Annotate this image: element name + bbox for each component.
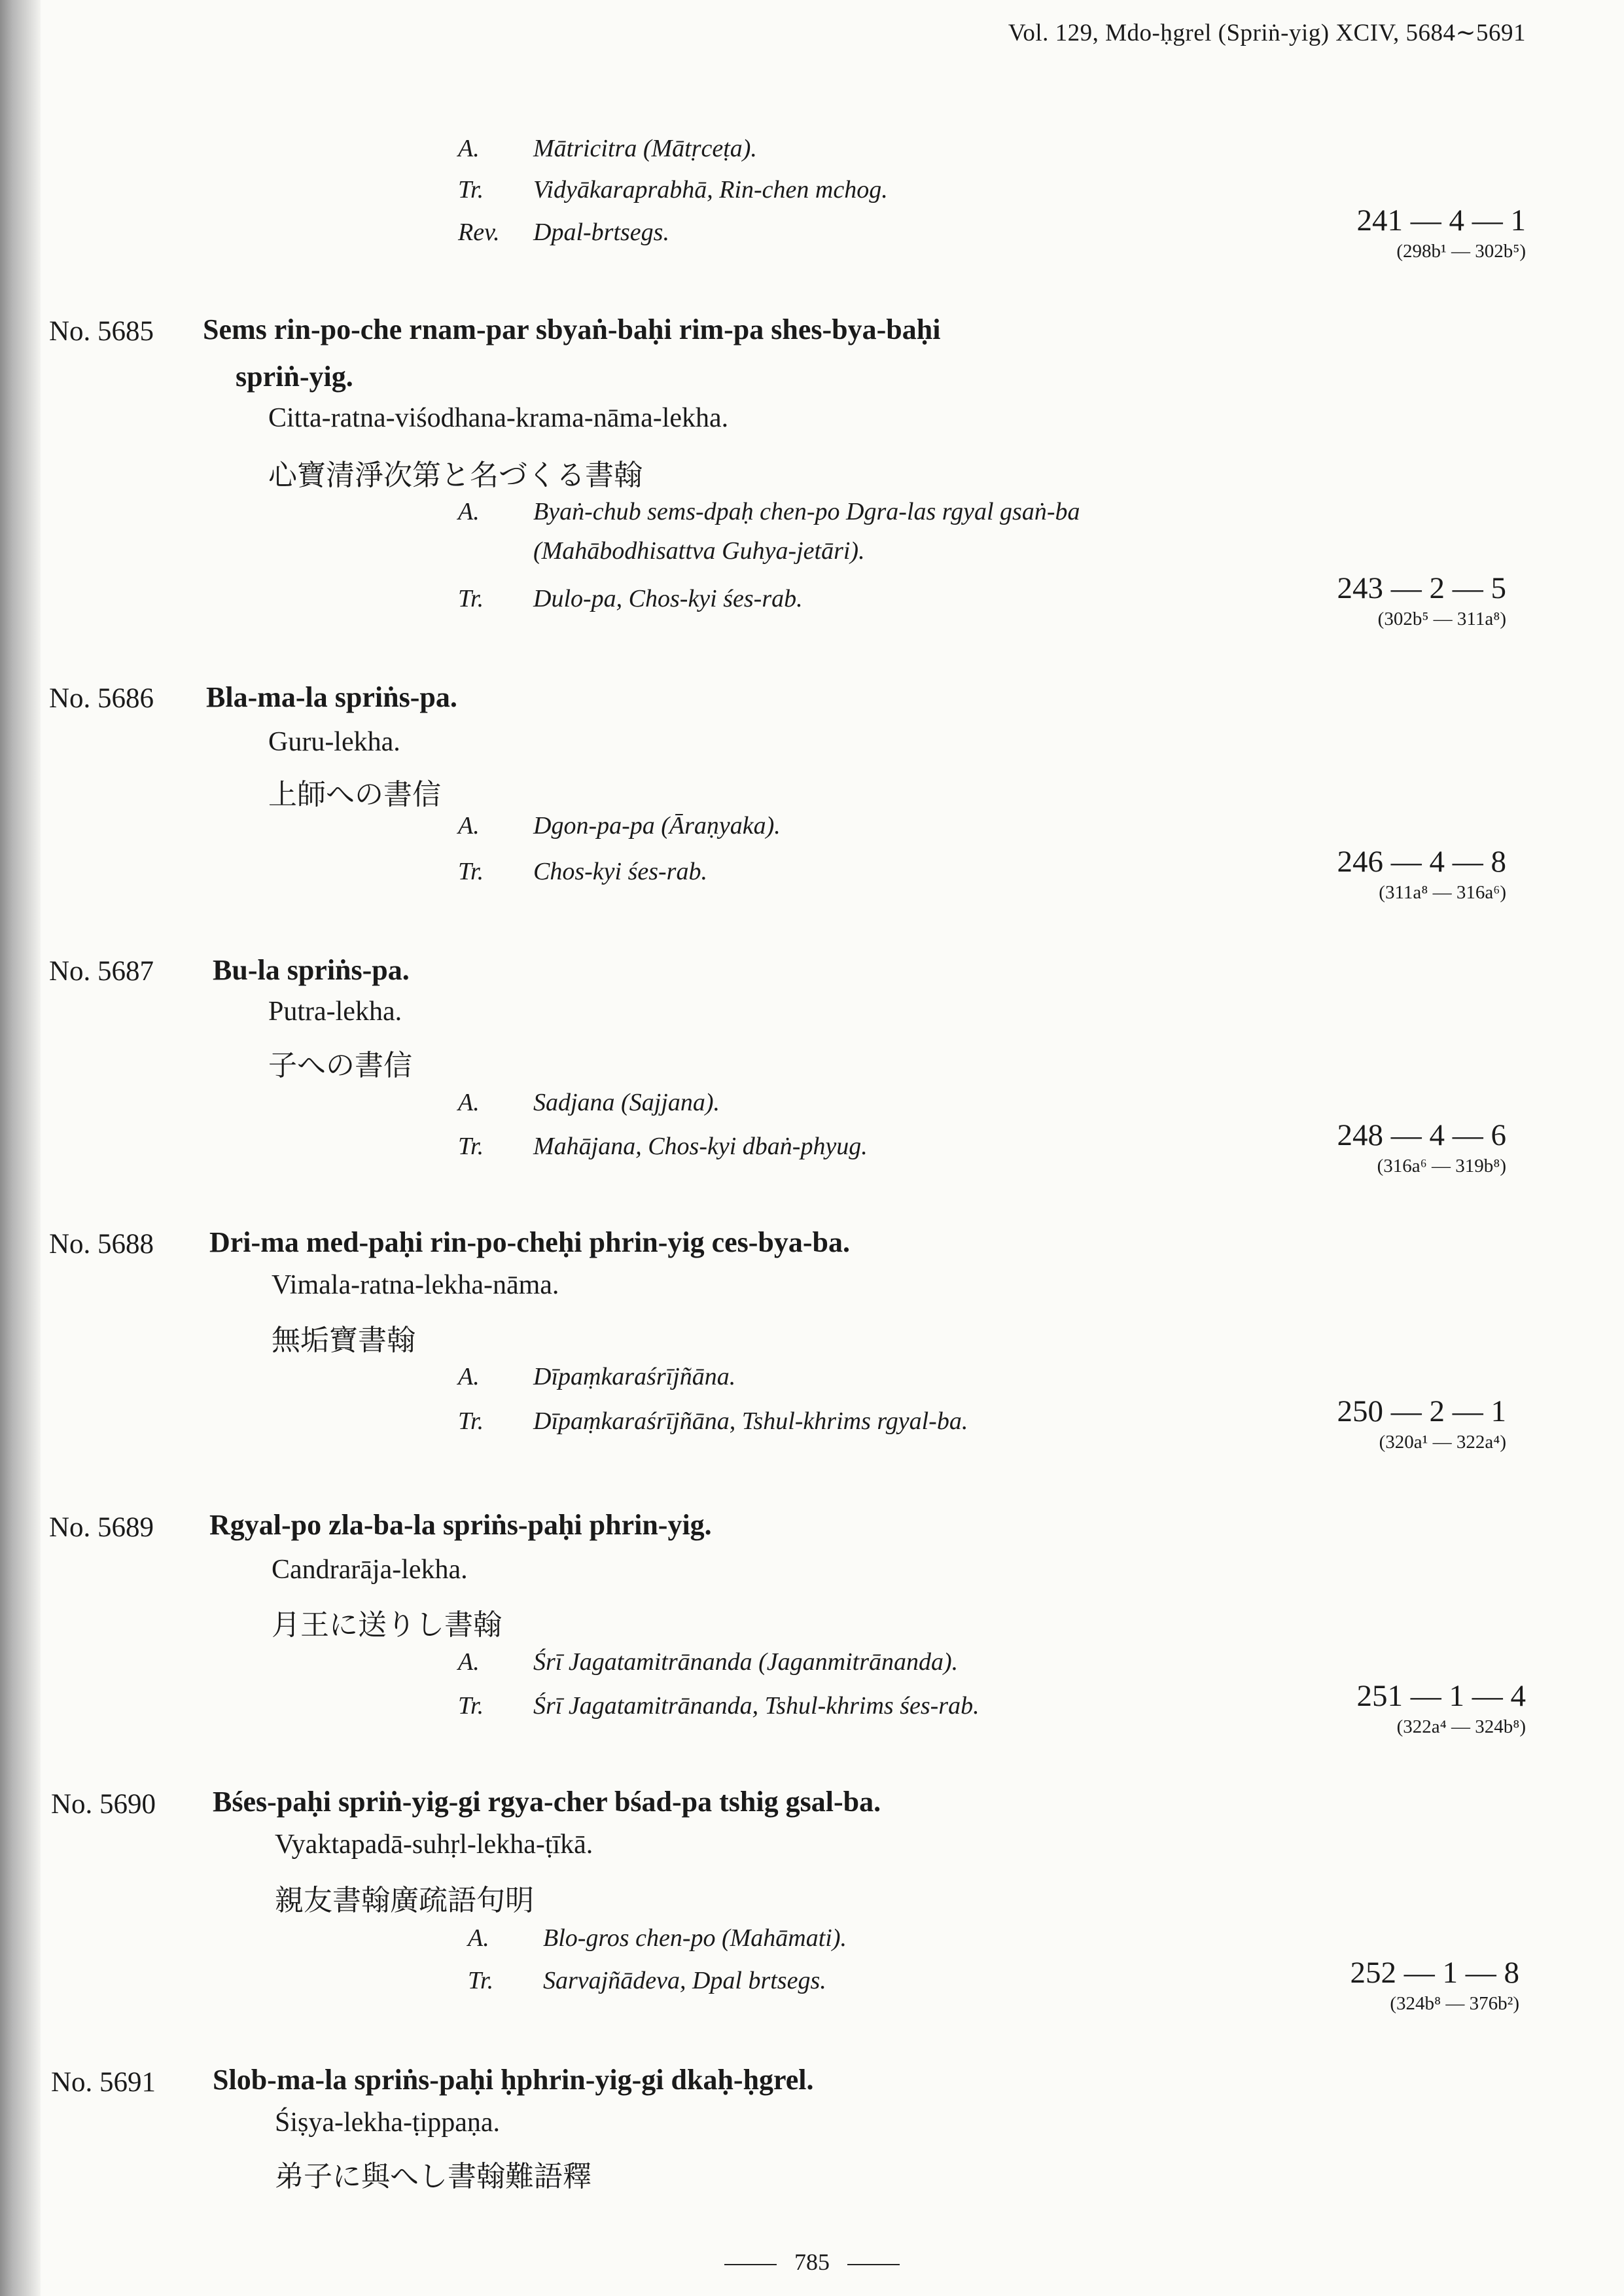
entry-number: No. 5690 <box>51 1789 156 1820</box>
folio-number: 248 — 4 — 6 <box>1337 1118 1506 1152</box>
tibetan-title: Bśes-paḥi spriṅ-yig-gi rgya-cher bśad-pa tshig gsal-ba. <box>213 1786 881 1818</box>
credit-value: Vidyākaraprabhā, Rin-chen mchog. <box>533 176 888 203</box>
credit-role: Tr. <box>458 1407 484 1435</box>
tibetan-title: Dri-ma med-paḥi rin-po-cheḥi phrin-yig ces-bya-ba. <box>209 1226 850 1258</box>
credit-role: A. <box>458 1648 480 1676</box>
folio-range: (311a⁸ — 316a⁶) <box>1379 882 1506 903</box>
credit-role: Tr. <box>458 1692 484 1720</box>
credit-value: Dīpaṃkaraśrījñāna. <box>533 1363 736 1390</box>
credit-role: Tr. <box>458 1133 484 1160</box>
sanskrit-title: Vyaktapadā-suhṛl-lekha-ṭīkā. <box>275 1829 593 1860</box>
japanese-title: 子への書信 <box>268 1049 412 1082</box>
entry-number: No. 5691 <box>51 2067 156 2098</box>
tibetan-title: Sems rin-po-che rnam-par sbyaṅ-baḥi rim-pa shes-bya-baḥi <box>203 313 941 345</box>
running-header: Vol. 129, Mdo-ḥgrel (Spriṅ-yig) XCIV, 5684∼5691 <box>1008 20 1526 46</box>
credit-role: Tr. <box>458 585 484 612</box>
credit-value: Dīpaṃkaraśrījñāna, Tshul-khrims rgyal-ba. <box>533 1407 968 1435</box>
credit-role: A. <box>458 498 480 525</box>
credit-value: (Mahābodhisattva Guhya-jetāri). <box>533 537 865 565</box>
entry-number: No. 5688 <box>49 1229 154 1260</box>
credit-value: Blo-gros chen-po (Mahāmati). <box>543 1924 847 1952</box>
credit-role: A. <box>458 135 480 162</box>
tibetan-title: Bu-la spriṅs-pa. <box>213 954 410 986</box>
tibetan-title: Bla-ma-la spriṅs-pa. <box>206 681 457 713</box>
footer-rule-right <box>847 2264 900 2265</box>
footer-rule-left <box>724 2264 777 2265</box>
credit-value: Byaṅ-chub sems-dpaḥ chen-po Dgra-las rgyal gsaṅ-ba <box>533 498 1080 525</box>
credit-value: Śrī Jagatamitrānanda (Jaganmitrānanda). <box>533 1648 959 1676</box>
folio-range: (302b⁵ — 311a⁸) <box>1377 609 1506 629</box>
sanskrit-title: Śiṣya-lekha-ṭippaṇa. <box>275 2108 501 2138</box>
credit-value: Chos-kyi śes-rab. <box>533 858 707 885</box>
tibetan-title: Rgyal-po zla-ba-la spriṅs-paḥi phrin-yig. <box>209 1509 712 1541</box>
folio-number: 241 — 4 — 1 <box>1356 203 1526 238</box>
page-number: 785 <box>794 2249 830 2275</box>
entry-number: No. 5685 <box>49 316 154 347</box>
folio-number: 250 — 2 — 1 <box>1337 1394 1506 1428</box>
folio-reference <box>1357 203 1527 262</box>
folio-reference <box>1337 1394 1507 1453</box>
folio-range: (298b¹ — 302b⁵) <box>1396 241 1526 262</box>
folio-reference <box>1357 1678 1527 1738</box>
sanskrit-title: Citta-ratna-viśodhana-krama-nāma-lekha. <box>268 403 729 433</box>
credit-role: A. <box>458 1089 480 1116</box>
japanese-title: 弟子に與へし書翰難語釋 <box>275 2160 591 2193</box>
folio-reference <box>1337 571 1507 630</box>
credit-role: Tr. <box>458 176 484 203</box>
japanese-title: 親友書翰廣疏語句明 <box>275 1884 534 1917</box>
tibetan-title-cont: spriṅ-yig. <box>236 361 353 393</box>
japanese-title: 月王に送りし書翰 <box>272 1608 502 1642</box>
entry-number: No. 5687 <box>49 956 154 987</box>
folio-range: (324b⁸ — 376b²) <box>1390 1993 1519 2014</box>
folio-number: 252 — 1 — 8 <box>1350 1956 1519 1990</box>
entry-number: No. 5689 <box>49 1512 154 1543</box>
credit-value: Dgon-pa-pa (Āraṇyaka). <box>533 812 781 839</box>
folio-reference <box>1350 1955 1520 2015</box>
tibetan-title: Slob-ma-la spriṅs-paḥi ḥphrin-yig-gi dkaḥ-ḥgrel. <box>213 2064 814 2096</box>
credit-role: Tr. <box>468 1967 494 1994</box>
sanskrit-title: Candrarāja-lekha. <box>272 1555 468 1585</box>
credit-value: Śrī Jagatamitrānanda, Tshul-khrims śes-rab. <box>533 1692 980 1720</box>
sanskrit-title: Putra-lekha. <box>268 997 402 1027</box>
japanese-title: 上師への書信 <box>268 778 441 811</box>
credit-role: Tr. <box>458 858 484 885</box>
folio-number: 243 — 2 — 5 <box>1337 571 1506 605</box>
credit-role: A. <box>468 1924 489 1952</box>
folio-range: (320a¹ — 322a⁴) <box>1379 1432 1506 1453</box>
credit-role: A. <box>458 1363 480 1390</box>
credit-value: Dulo-pa, Chos-kyi śes-rab. <box>533 585 803 612</box>
sanskrit-title: Vimala-ratna-lekha-nāma. <box>272 1270 559 1300</box>
credit-value: Dpal-brtsegs. <box>533 219 669 246</box>
credit-value: Mātricitra (Mātṛceṭa). <box>533 135 757 162</box>
folio-number: 246 — 4 — 8 <box>1337 845 1506 879</box>
entry-number: No. 5686 <box>49 683 154 714</box>
credit-value: Sadjana (Sajjana). <box>533 1089 720 1116</box>
folio-range: (316a⁶ — 319b⁸) <box>1377 1156 1506 1176</box>
japanese-title: 無垢寶書翰 <box>272 1324 415 1357</box>
folio-number: 251 — 1 — 4 <box>1356 1679 1526 1713</box>
credit-role: Rev. <box>458 219 500 246</box>
folio-reference <box>1337 1118 1507 1177</box>
japanese-title: 心寶清淨次第と名づくる書翰 <box>268 459 643 492</box>
credit-value: Mahājana, Chos-kyi dbaṅ-phyug. <box>533 1133 868 1160</box>
page-footer <box>0 2248 1624 2276</box>
sanskrit-title: Guru-lekha. <box>268 727 400 757</box>
credit-value: Sarvajñādeva, Dpal brtsegs. <box>543 1967 826 1994</box>
folio-range: (322a⁴ — 324b⁸) <box>1396 1716 1526 1737</box>
credit-role: A. <box>458 812 480 839</box>
folio-reference <box>1337 844 1507 904</box>
